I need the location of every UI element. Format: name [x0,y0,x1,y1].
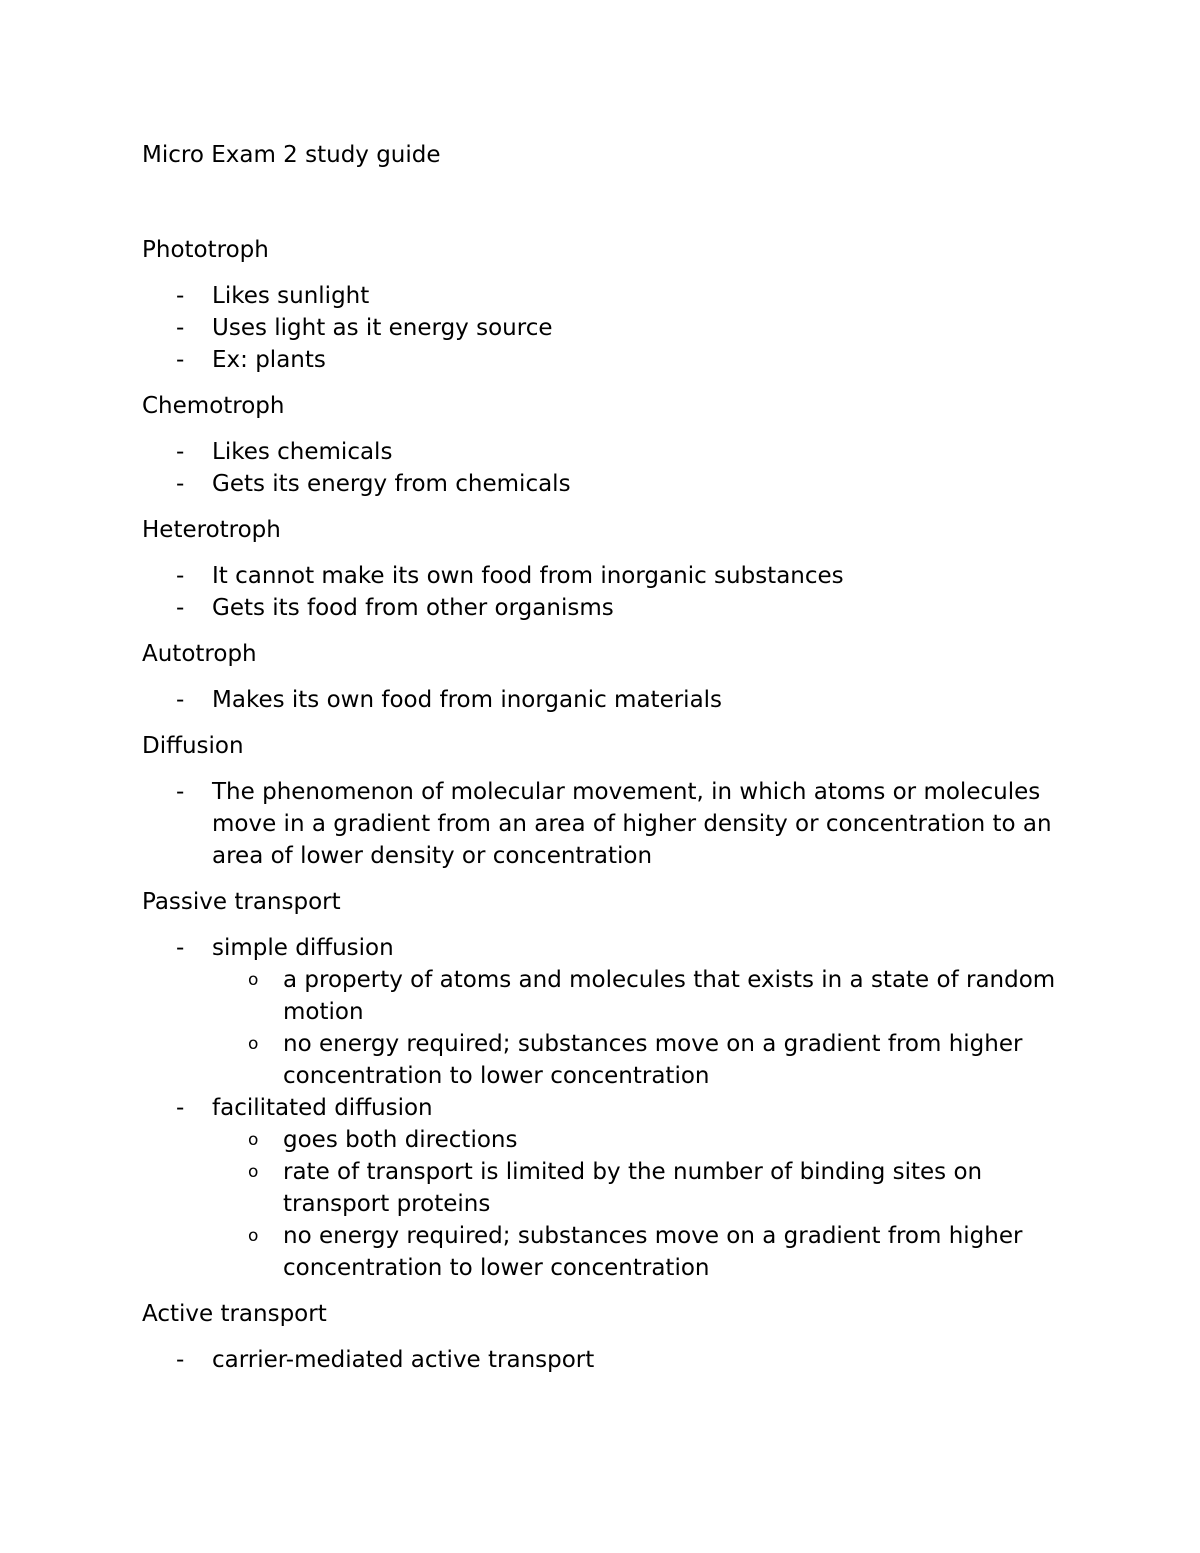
list-item-text: Gets its energy from chemicals [212,471,571,497]
dash-marker: - [176,283,185,309]
sub-bullet-list [212,1124,1062,1284]
list-item [142,280,1062,312]
list-item-text: It cannot make its own food from inorganic substances [212,563,844,589]
bullet-list [142,776,1062,872]
sub-list-item-text: no energy required; substances move on a gradient from higher concentration to lower concentration [283,1223,1023,1281]
list-item [142,1092,1062,1284]
circle-marker: o [248,970,259,990]
list-item [142,436,1062,468]
list-item-text: Likes sunlight [212,283,370,309]
sub-list-item-text: rate of transport is limited by the number of binding sites on transport proteins [283,1159,983,1217]
bullet-list [142,1344,1062,1376]
bullet-list [142,560,1062,624]
dash-marker: - [176,1347,185,1373]
bullet-list [142,932,1062,1284]
list-item-text: Ex: plants [212,347,326,373]
circle-marker: o [248,1034,259,1054]
list-item-text: Makes its own food from inorganic materials [212,687,723,713]
list-item [142,684,1062,716]
sub-bullet-list [212,964,1062,1092]
list-item [142,560,1062,592]
circle-marker: o [248,1130,259,1150]
bullet-list [142,436,1062,500]
list-item-text: Likes chemicals [212,439,393,465]
section-heading: Autotroph [142,641,257,667]
circle-marker: o [248,1226,259,1246]
bullet-list [142,684,1062,716]
section-heading: Diffusion [142,733,244,759]
dash-marker: - [176,439,185,465]
dash-marker: - [176,687,185,713]
list-item-text: facilitated diffusion [212,1095,433,1121]
list-item-text: carrier-mediated active transport [212,1347,595,1373]
list-item [142,344,1062,376]
list-item-text: Uses light as it energy source [212,315,553,341]
dash-marker: - [176,1095,185,1121]
dash-marker: - [176,347,185,373]
section-heading: Active transport [142,1301,327,1327]
list-item [142,932,1062,1092]
sub-list-item [212,1220,1062,1284]
sub-list-item [212,964,1062,1028]
sub-list-item-text: goes both directions [283,1127,518,1153]
dash-marker: - [176,595,185,621]
dash-marker: - [176,563,185,589]
document-title: Micro Exam 2 study guide [142,142,441,168]
dash-marker: - [176,779,185,805]
document-body [142,234,1062,1390]
sub-list-item-text: no energy required; substances move on a gradient from higher concentration to lower concentration [283,1031,1023,1089]
list-item [142,592,1062,624]
list-item-text: Gets its food from other organisms [212,595,614,621]
dash-marker: - [176,471,185,497]
sub-list-item [212,1124,1062,1156]
bullet-list [142,280,1062,376]
dash-marker: - [176,315,185,341]
list-item [142,776,1062,872]
section-heading: Heterotroph [142,517,281,543]
section-heading: Chemotroph [142,393,285,419]
dash-marker: - [176,935,185,961]
circle-marker: o [248,1162,259,1182]
list-item-text: simple diffusion [212,935,394,961]
list-item [142,1344,1062,1376]
list-item [142,468,1062,500]
list-item-text: The phenomenon of molecular movement, in which atoms or molecules move in a gradient from an area of higher density or concentration to an area of lower density or concentration [212,779,1052,869]
section-heading: Phototroph [142,237,269,263]
list-item [142,312,1062,344]
section-heading: Passive transport [142,889,341,915]
sub-list-item-text: a property of atoms and molecules that exists in a state of random motion [283,967,1056,1025]
sub-list-item [212,1156,1062,1220]
sub-list-item [212,1028,1062,1092]
